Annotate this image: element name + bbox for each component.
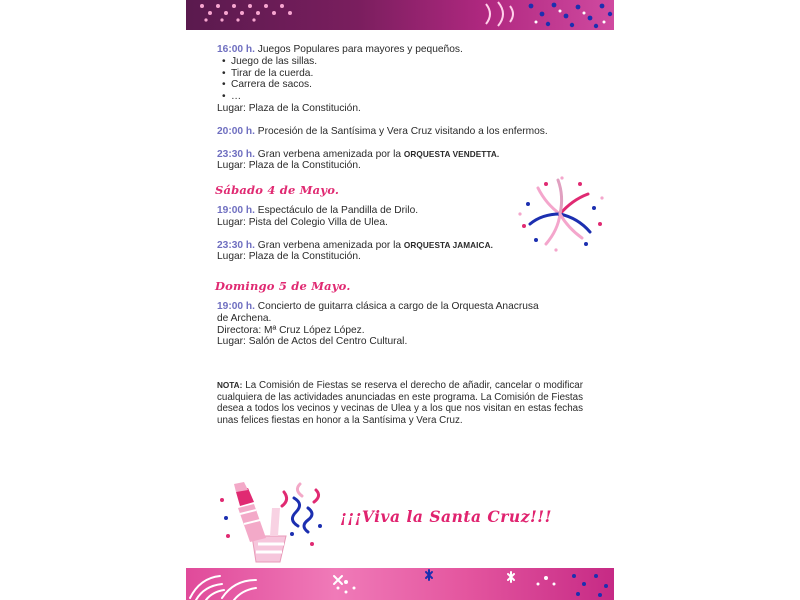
list-item: • … [231,91,587,103]
list-item: • Carrera de sacos. [231,79,587,91]
note-label: NOTA: [217,381,243,391]
event-director: Directora: Mª Cruz López López. [217,324,365,336]
party-popper-illustration [208,478,328,570]
program-content [217,44,587,427]
band-name: ORQUESTA JAMAICA. [403,240,493,250]
event-time: 23:30 h. [217,148,255,160]
event-description: Procesión de la Santísima y Vera Cruz visitando a los enfermos. [257,125,548,137]
games-list [217,56,587,103]
list-item: • Tirar de la cuerda. [231,68,587,80]
note-paragraph [217,380,583,426]
event-verbena-vendetta [217,149,587,173]
sunday-heading: Domingo 5 de Mayo. [215,279,351,294]
event-time: 19:00 h. [217,204,255,216]
event-procesion [217,126,587,138]
event-place: Lugar: Plaza de la Constitución. [217,160,361,172]
event-time: 19:00 h. [217,300,255,312]
closing-slogan: ¡¡¡Viva la Santa Cruz!!! [340,507,552,526]
event-juegos-populares [217,44,587,115]
event-concierto-guitarra [217,301,587,348]
bottom-decoration-pattern [186,568,614,600]
event-description: Juegos Populares para mayores y pequeños. [257,44,463,55]
top-confetti-pattern [186,0,614,30]
event-place: Lugar: Plaza de la Constitución. [217,251,361,263]
event-time: 16:00 h. [217,44,255,55]
event-place: Lugar: Plaza de la Constitución. [217,102,361,114]
saturday-heading: Sábado 4 de Mayo. [215,183,340,198]
event-description: Gran verbena amenizada por la [257,239,402,251]
event-description: Gran verbena amenizada por la [257,148,402,160]
event-description-continued: de Archena. [217,312,272,324]
note-text: La Comisión de Fiestas se reserva el derecho de añadir, cancelar o modificar cualquiera de las actividades anunciadas en este programa. La Comisión de Fiestas desea a todos los vecinos y vecinas de Ulea y a los que nos visitan en estas fechas unas felices fiestas en honor a la Santísima y Vera Cruz. [217,380,583,426]
event-description: Espectáculo de la Pandilla de Drilo. [257,204,419,216]
event-time: 23:30 h. [217,239,255,251]
program-page [186,0,614,600]
event-place: Lugar: Pista del Colegio Villa de Ulea. [217,216,388,228]
list-item: • Juego de las sillas. [231,56,587,68]
event-verbena-jamaica [217,240,587,264]
event-description: Concierto de guitarra clásica a cargo de la Orquesta Anacrusa [257,300,539,312]
event-time: 20:00 h. [217,125,255,137]
event-place: Lugar: Salón de Actos del Centro Cultural. [217,336,408,348]
event-pandilla-drilo [217,205,587,229]
band-name: ORQUESTA VENDETTA. [403,149,500,159]
